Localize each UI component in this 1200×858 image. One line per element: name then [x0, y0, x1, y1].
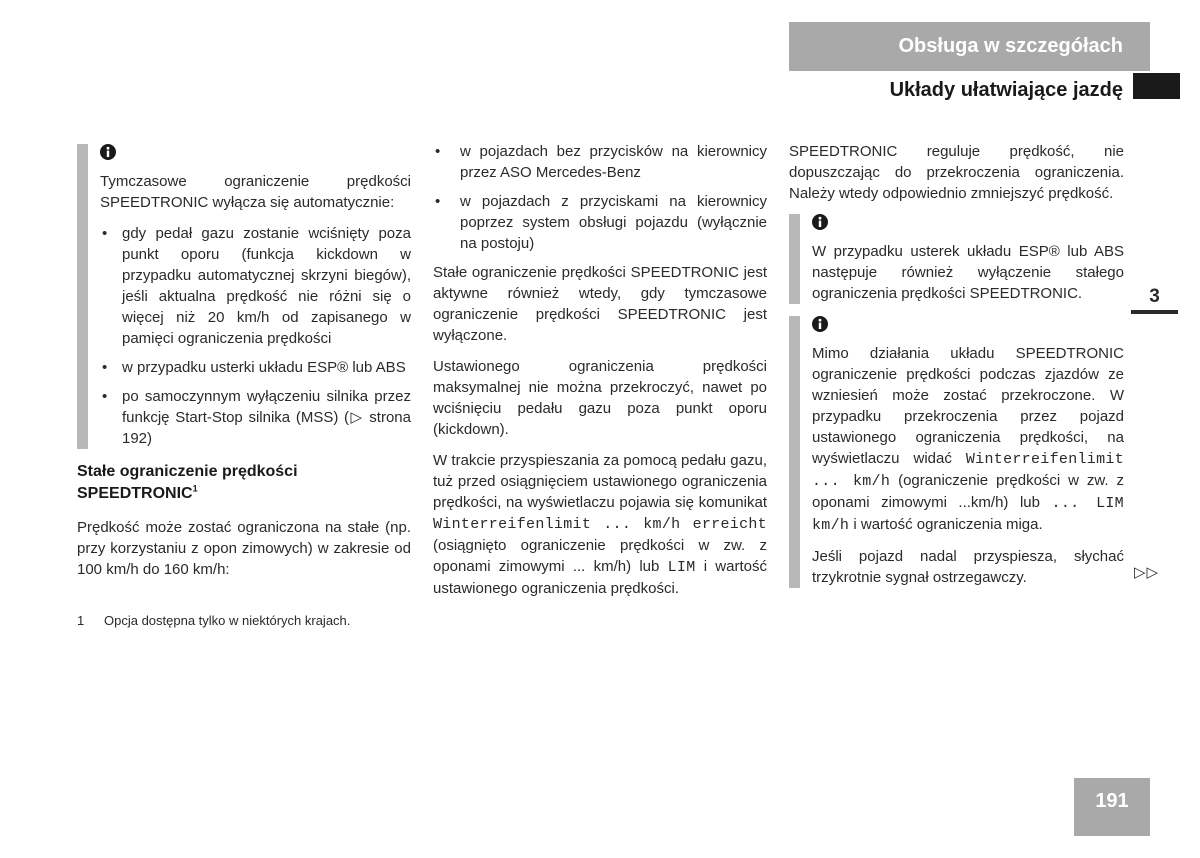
paragraph: Prędkość może zostać ograniczona na stałe (np. przy korzystaniu z opon zimowych) w zakresie od 100 km/h do 160 km/h:: [77, 519, 411, 578]
info-icon: [812, 214, 828, 230]
note-text: [812, 343, 1124, 536]
middle-column: [433, 141, 767, 609]
section-title: Obsługa w szczegółach: [898, 35, 1123, 57]
info-icon: [100, 144, 116, 160]
subsection-title: Układy ułatwiające jazdę: [889, 79, 1123, 101]
list-item: • w pojazdach bez przycisków na kierownicy przez ASO Mercedes-Benz: [433, 141, 767, 183]
info-note: [789, 316, 1124, 588]
list-item: • w przypadku usterki układu ESP® lub ABS: [100, 357, 411, 378]
continue-arrows-icon: ▷▷: [1134, 564, 1160, 581]
display-message: LIM: [667, 559, 696, 576]
footnote-number: 1: [77, 613, 85, 628]
page-number: 191: [1074, 778, 1150, 836]
list-item: • gdy pedał gazu zostanie wciśnięty poza punkt oporu (funkcja kickdown w przypadku automatycznej skrzyni biegów), jeśli aktualna prędkość nie różni się o więcej niż 20 km/h od zapisanego w pamięci ograniczenia prędkości: [100, 223, 411, 349]
info-note: [77, 144, 411, 449]
list-item: • po samoczynnym wyłączeniu silnika przez funkcję Start-Stop silnika (MSS) (▷ strona 192): [100, 386, 411, 449]
footnote-text: Opcja dostępna tylko w niektórych krajach.: [104, 613, 351, 628]
text-fragment: W trakcie przyspieszania za pomocą pedału gazu, tuż przed osiągnięciem ustawionego ograniczenia prędkości, na wyświetlaczu pojawia się komunikat: [433, 452, 767, 511]
text-fragment: Mimo działania układu SPEEDTRONIC ograniczenie prędkości podczas zjazdów ze wzniesień może zostać przekroczone. W przypadku przekroczenia przez pojazd ustawionego ograniczenia prędkości, na wyświetlaczu widać: [812, 345, 1124, 467]
paragraph: SPEEDTRONIC reguluje prędkość, nie dopuszczając do przekroczenia ograniczenia. Należy wtedy odpowiednio zmniejszyć prędkość.: [789, 143, 1124, 202]
note-bullet-list: [100, 223, 411, 449]
display-message: Winterreifenlimit ... km/h: [812, 451, 1124, 490]
paragraph: Stałe ograniczenie prędkości SPEEDTRONIC jest aktywne również wtedy, gdy tymczasowe ograniczenie prędkości SPEEDTRONIC jest wyłączone.: [433, 264, 767, 344]
paragraph-display-message: [433, 450, 767, 599]
paragraph: Ustawionego ograniczenia prędkości maksymalnej nie można przekroczyć, nawet po wciśnięciu pedału gazu poza punkt oporu (kickdown).: [433, 358, 767, 438]
footnote: [77, 612, 350, 630]
chapter-tab: 3: [1131, 281, 1178, 314]
section-title-bar: [789, 22, 1150, 71]
text-fragment: i wartość ustawionego ograniczenia prędkości.: [433, 558, 767, 597]
text-fragment: (ograniczenie prędkości w zw. z oponami zimowymi ...km/h) lub: [812, 472, 1124, 511]
left-column: [77, 141, 411, 590]
section-heading: [77, 461, 411, 505]
note-text: W przypadku usterek układu ESP® lub ABS następuje również wyłączenie stałego ograniczenia prędkości SPEEDTRONIC.: [812, 243, 1124, 302]
list-item: • w pojazdach z przyciskami na kierownicy poprzez system obsługi pojazdu (wyłącznie na postoju): [433, 191, 767, 254]
text-fragment: (osiągnięto ograniczenie prędkości w zw. z oponami zimowymi ... km/h) lub: [433, 537, 767, 575]
display-message: Winterreifenlimit ... km/h erreicht: [433, 516, 767, 533]
right-column: [789, 141, 1124, 600]
footnote-ref: 1: [192, 483, 198, 494]
display-message: ... LIM km/h: [812, 495, 1124, 534]
note-intro: Tymczasowe ograniczenie prędkości SPEEDTRONIC wyłącza się automatycznie:: [100, 173, 411, 211]
text-fragment: i wartość ograniczenia miga.: [849, 516, 1043, 533]
info-note: [789, 214, 1124, 304]
heading-text: Stałe ograniczenie prędkości SPEEDTRONIC: [77, 463, 298, 502]
info-icon: [812, 316, 828, 332]
note-text: Jeśli pojazd nadal przyspiesza, słychać trzykrotnie sygnał ostrzegawczy.: [812, 548, 1124, 586]
subsection-marker: [1133, 73, 1180, 99]
bullet-list: [433, 141, 767, 254]
